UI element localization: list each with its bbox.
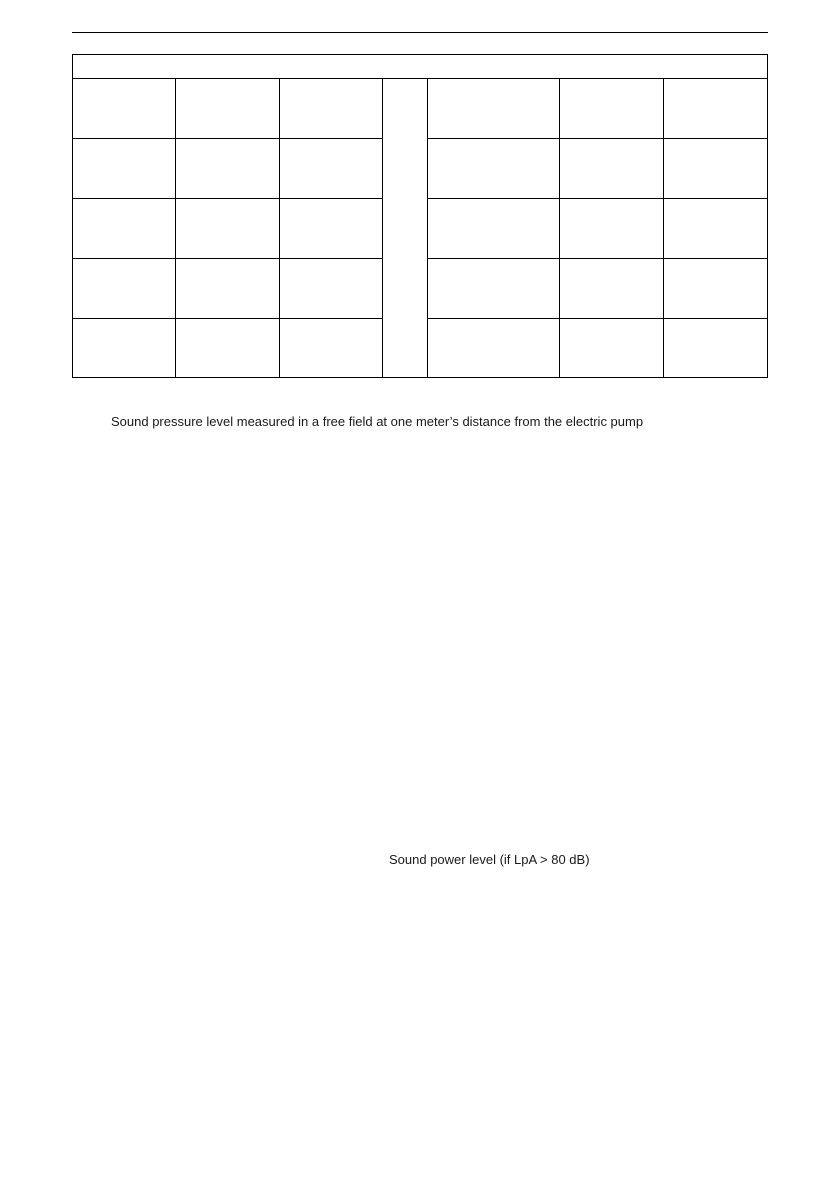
sound-power-caption: Sound power level (if LpA > 80 dB)	[389, 852, 590, 867]
table-row-separator-left	[72, 198, 382, 199]
table-column-separator	[175, 78, 176, 378]
sound-pressure-caption: Sound pressure level measured in a free field at one meter’s distance from the electric pump	[111, 414, 644, 429]
table-row-separator-right	[427, 258, 768, 259]
table-row-separator-left	[72, 258, 382, 259]
table-top-border	[72, 54, 768, 55]
table-column-separator	[663, 78, 664, 378]
empty-data-table	[72, 54, 768, 378]
table-row-separator-left	[72, 318, 382, 319]
table-column-separator	[427, 78, 428, 378]
table-row-separator-left	[72, 138, 382, 139]
table-right-border	[767, 54, 768, 378]
table-column-separator	[279, 78, 280, 378]
page-top-rule	[72, 32, 768, 33]
table-column-separator	[559, 78, 560, 378]
table-row-separator-right	[427, 318, 768, 319]
table-left-border	[72, 54, 73, 378]
table-row-separator-right	[427, 198, 768, 199]
table-column-separator	[382, 78, 383, 378]
table-row-separator-right	[427, 138, 768, 139]
